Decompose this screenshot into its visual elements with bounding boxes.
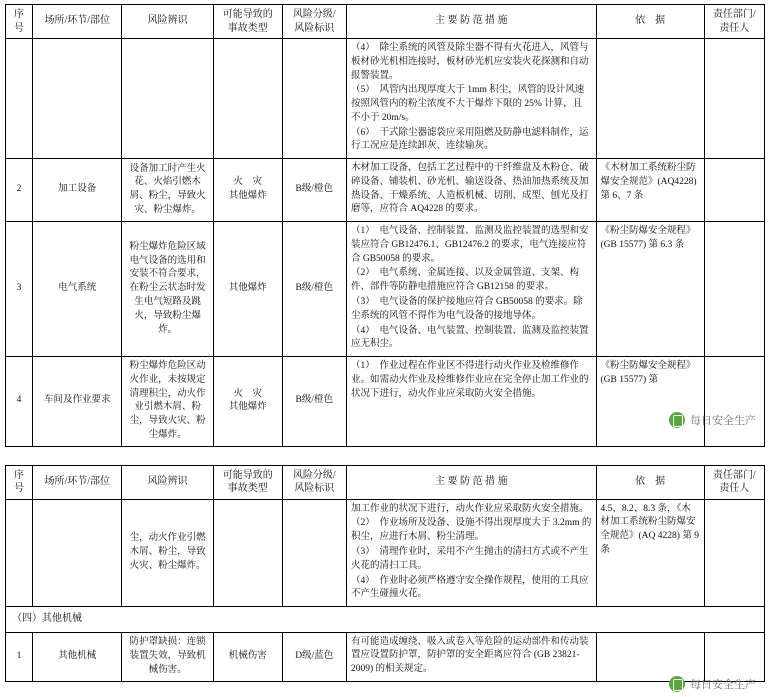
cell-place: 车间及作业要求 xyxy=(33,357,122,447)
measure-item: （6） 干式除尘器滤袋应采用阻燃及防静电滤料制作，运行工况应是连续卸灰、连续输灰。 xyxy=(350,127,589,152)
accident-line: 火 灾 xyxy=(233,177,262,188)
cell-measures xyxy=(346,159,596,222)
page-break-spacer xyxy=(0,447,770,461)
cell-place: 其他机械 xyxy=(33,632,122,681)
cell-department xyxy=(704,159,764,222)
cell-risk: 防护罩缺损：连锁装置失效，导致机械伤害。 xyxy=(122,632,213,681)
header-risk-level: 风险分级/ 风险标识 xyxy=(282,465,346,499)
header-place: 场所/环节/部位 xyxy=(33,465,122,499)
measure-item: （2） 电气系统、金属连接、以及金属管道、支架、构件、部件等防静电措施应符合 GB12158 的要求。 xyxy=(350,268,579,293)
cell-risk: 粉尘爆炸危险区动火作业，未按规定清理积尘，动火作业引燃木屑、粉尘，导致火灾、粉尘爆炸。 xyxy=(122,357,213,447)
table-row xyxy=(6,159,765,222)
header-department: 责任部门/ 责任人 xyxy=(704,5,764,39)
cell-measures xyxy=(346,222,596,357)
cell-basis xyxy=(596,632,704,681)
cell-risk-level xyxy=(282,499,346,606)
cell-basis: 《粉尘防爆安全规程》(GB 15577) 第 xyxy=(596,357,704,447)
table-row xyxy=(6,357,765,447)
shield-logo-icon xyxy=(669,412,685,428)
cell-risk-level: D级/蓝色 xyxy=(282,632,346,681)
cell-risk-level: B级/橙色 xyxy=(282,357,346,447)
header-risk: 风险辨识 xyxy=(122,5,213,39)
accident-line: 其他爆炸 xyxy=(228,402,267,413)
watermark-label: 每日安全生产 xyxy=(690,415,756,427)
cell-measures xyxy=(346,632,596,681)
measure-item: （3） 电气设备的保护接地应符合 GB50058 的要求。除尘系统的风管不得作为电气设备的接地导体。 xyxy=(350,297,583,321)
measure-item: （4） 电气设备、电气装置、控制装置、监测及监控装置应无积尘。 xyxy=(350,325,589,350)
section-row xyxy=(6,607,765,633)
cell-num: 1 xyxy=(6,632,33,681)
table-row xyxy=(6,222,765,357)
cell-department xyxy=(704,632,764,681)
cell-risk: 粉尘爆炸危险区域电气设备的选用和安装不符合要求，在粉尘云状态时发生电气短路及跳火，导致粉尘爆炸。 xyxy=(122,222,213,357)
header-measures: 主 要 防 范 措 施 xyxy=(346,465,596,499)
measure-item: （1） 作业过程在作业区不得进行动火作业及检维修作业。如需动火作业及检维修作业应在完全停止加工作业的状况下进行，动火作业应采取防火安全措施。 xyxy=(350,361,589,399)
measure-item: （4） 除尘系统的风管及除尘器不得有火花进入，风管与板材砂光机相连接时，板材砂光机应安装火花探测和自动报警装置。 xyxy=(350,43,589,81)
header-num: 序 号 xyxy=(6,5,33,39)
measure-item: 木材加工设备，包括工艺过程中的干纤维盘及木粉仓、破碎设备、铺装机、砂光机、输送设备、热油加热系统及加热设备、干燥系统、人造板机械、切削、成型、刨光及打磨等，应符合 AQ4228 的要求。 xyxy=(350,163,589,215)
cell-num xyxy=(6,39,33,159)
header-place: 场所/环节/部位 xyxy=(33,5,122,39)
document-page xyxy=(0,4,770,691)
cell-department xyxy=(704,357,764,447)
watermark-bottom xyxy=(669,676,756,692)
cell-accident-type xyxy=(213,499,282,606)
header-department: 责任部门/ 责任人 xyxy=(704,465,764,499)
cell-place xyxy=(33,499,122,606)
header-num: 序 号 xyxy=(6,465,33,499)
cell-risk: 尘，动火作业引燃木屑、粉尘，导致火灾、粉尘爆炸。 xyxy=(122,499,213,606)
measure-item: （1） 电气设备、控制装置、监测及监控装置的选型和安装应符合 GB12476.1、GB12476.2 的要求，电气连接应符合 GB50058 的要求。 xyxy=(350,226,589,264)
cell-num xyxy=(6,499,33,606)
cell-measures xyxy=(346,357,596,447)
shield-logo-icon xyxy=(669,676,685,692)
table-row xyxy=(6,632,765,681)
cell-place xyxy=(33,39,122,159)
table-header-row xyxy=(6,465,765,499)
measure-item: （2） 作业场所及设备、设施不得出现厚度大于 3.2mm 的积尘，应进行木屑、粉尘清理。 xyxy=(350,518,592,543)
watermark-top xyxy=(669,412,756,428)
header-risk: 风险辨识 xyxy=(122,465,213,499)
header-risk-level: 风险分级/ 风险标识 xyxy=(282,5,346,39)
cell-accident-type xyxy=(213,39,282,159)
table-header-row xyxy=(6,5,765,39)
cell-accident-type xyxy=(213,357,282,447)
measure-item: 加工作业的状况下进行，动火作业应采取防火安全措施。 xyxy=(350,503,589,514)
cell-department xyxy=(704,499,764,606)
header-accident-type: 可能导致的 事故类型 xyxy=(213,465,282,499)
section-title: （四）其他机械 xyxy=(6,607,765,633)
cell-num: 3 xyxy=(6,222,33,357)
cell-basis: 4.5、8.2、8.3 条，《木材加工系统粉尘防爆安全规范》(AQ 4228) 第 9 条 xyxy=(596,499,704,606)
cell-basis: 《粉尘防爆安全规程》(GB 15577) 第 6.3 条 xyxy=(596,222,704,357)
cell-risk-level: B级/橙色 xyxy=(282,159,346,222)
measure-item: 有可能造成缠绕、吸入或卷入等危险的运动部件和传动装置应设置防护罩，防护罩的安全距离应符合 (GB 23821-2009) 的相关规定。 xyxy=(350,636,589,675)
cell-department xyxy=(704,222,764,357)
measure-item: （5） 风管内出现厚度大于 1mm 积尘，风管的设计风速按照风管内的粉尘浓度不大于爆炸下限的 25% 计算，且不小于 20m/s。 xyxy=(350,85,585,123)
cell-accident-type: 机械伤害 xyxy=(213,632,282,681)
risk-table-top xyxy=(5,4,765,447)
cell-place: 加工设备 xyxy=(33,159,122,222)
header-basis: 依 据 xyxy=(596,5,704,39)
watermark-label: 每日安全生产 xyxy=(690,679,756,691)
header-basis: 依 据 xyxy=(596,465,704,499)
cell-num: 2 xyxy=(6,159,33,222)
cell-risk: 设备加工时产生火花、火焰引燃木屑、粉尘，导致火灾、粉尘爆炸。 xyxy=(122,159,213,222)
cell-department xyxy=(704,39,764,159)
measure-item: （4） 作业时必须严格遵守安全操作规程，使用的工具应不产生碰撞火花。 xyxy=(350,575,589,600)
table-row xyxy=(6,39,765,159)
table-row xyxy=(6,499,765,606)
risk-table-bottom xyxy=(5,465,765,682)
cell-risk-level xyxy=(282,39,346,159)
cell-accident-type xyxy=(213,159,282,222)
cell-basis xyxy=(596,39,704,159)
accident-line: 其他爆炸 xyxy=(228,191,267,202)
cell-risk xyxy=(122,39,213,159)
measure-item: （3） 清理作业时，采用不产生抛击的清扫方式或不产生火花的清扫工具。 xyxy=(350,546,589,571)
header-measures: 主 要 防 范 措 施 xyxy=(346,5,596,39)
cell-measures xyxy=(346,499,596,606)
cell-accident-type: 其他爆炸 xyxy=(213,222,282,357)
cell-measures xyxy=(346,39,596,159)
cell-place: 电气系统 xyxy=(33,222,122,357)
accident-line: 火 灾 xyxy=(233,388,262,399)
header-accident-type: 可能导致的 事故类型 xyxy=(213,5,282,39)
cell-risk-level: B级/橙色 xyxy=(282,222,346,357)
cell-num: 4 xyxy=(6,357,33,447)
cell-basis: 《木材加工系统粉尘防爆安全规范》(AQ4228) 第 6、7 条 xyxy=(596,159,704,222)
